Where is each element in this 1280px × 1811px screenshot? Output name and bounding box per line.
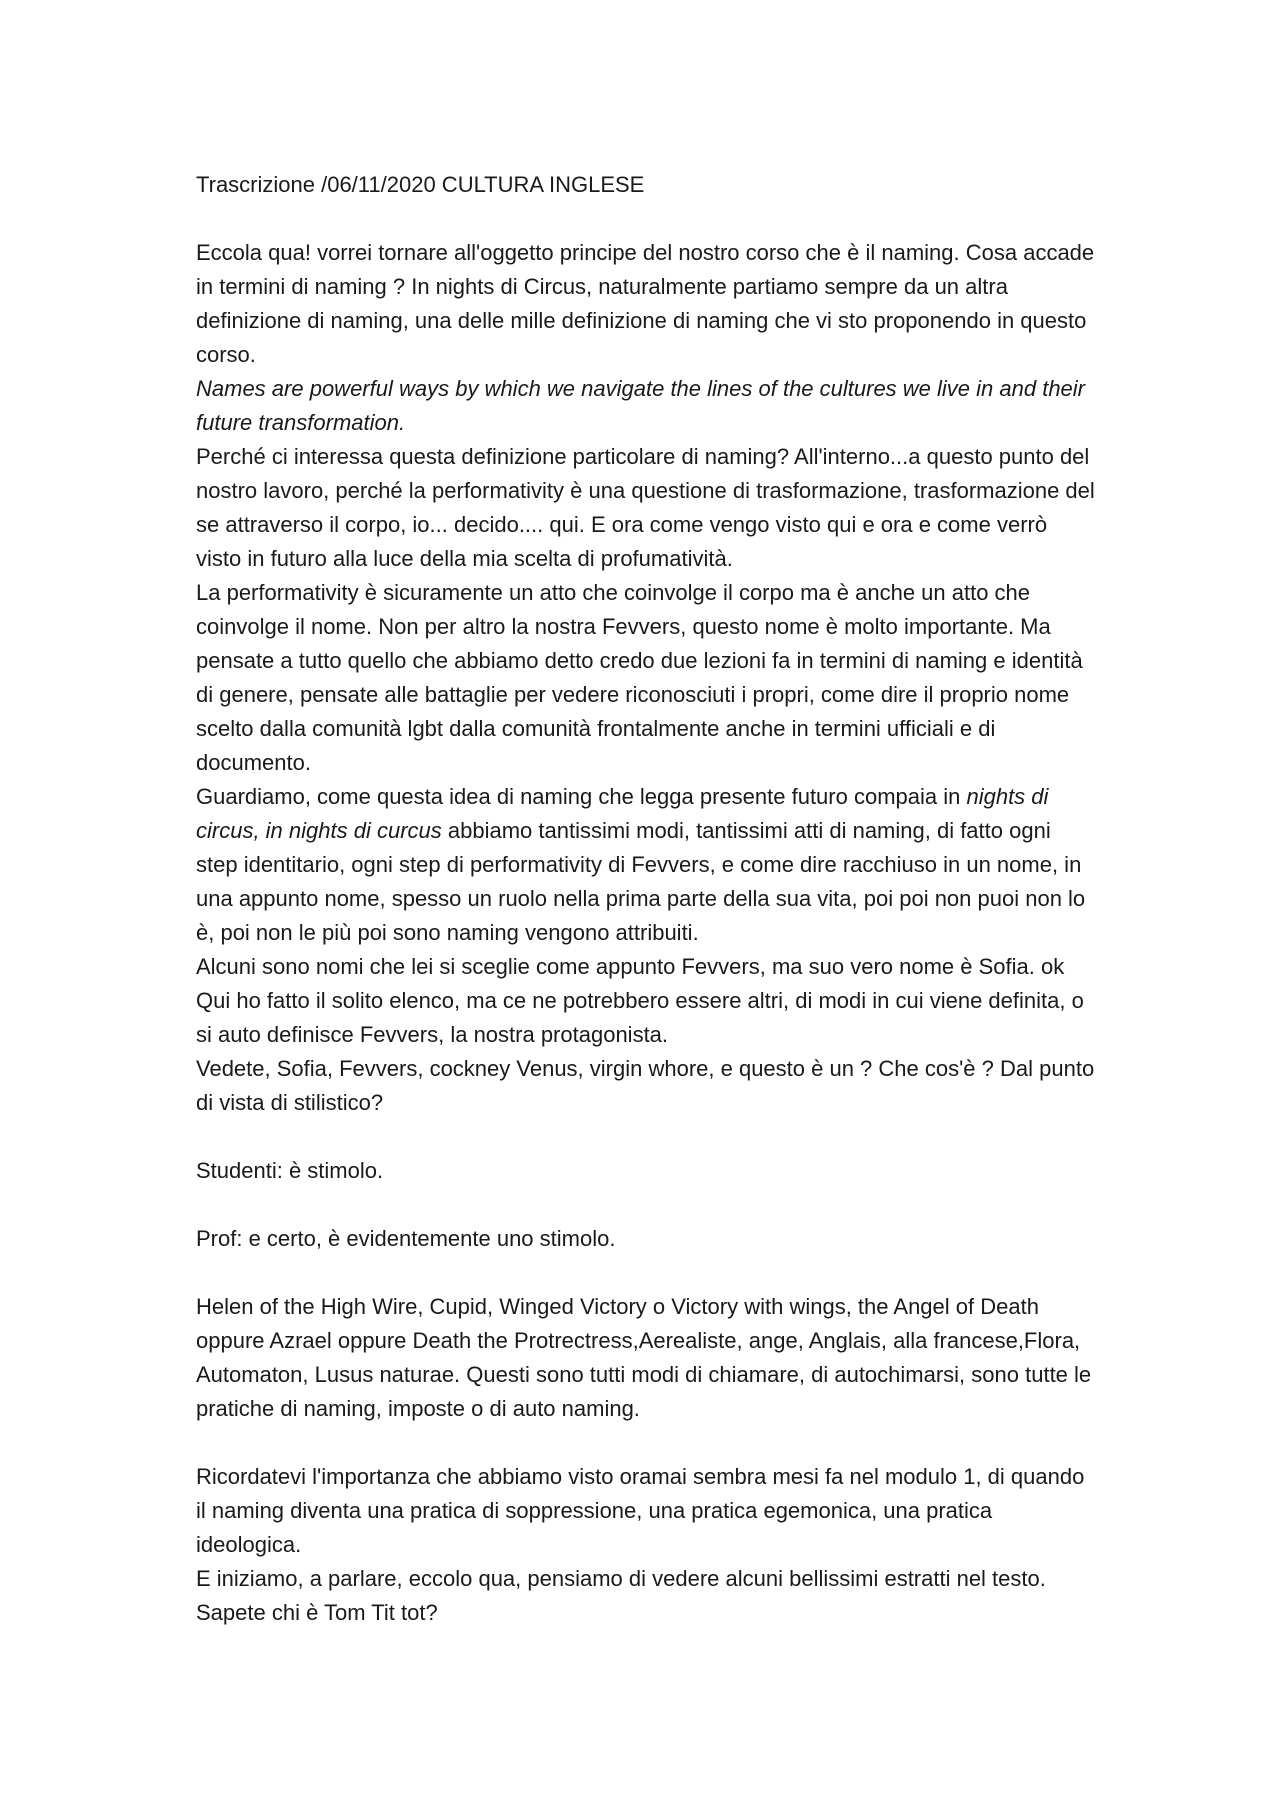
quote-definition [196,372,1096,440]
paragraph-nights-circus-italic: nights di circus, in nights di curcus [196,784,1049,843]
paragraph-sofia: Alcuni sono nomi che lei si sceglie come appunto Fevvers, ma suo vero nome è Sofia. ok Qui ho fatto il solito elenco, ma ce ne potrebbero essere altri, di modi in cui viene definita, o si auto definisce Fevvers, la nostra protagonista. [196,954,1084,1047]
paragraph-module-1: Ricordatevi l'importanza che abbiamo visto oramai sembra mesi fa nel modulo 1, di quando il naming diventa una pratica di soppressione, una pratica egemonica, una pratica ideologica. [196,1464,1085,1557]
students-line: Studenti: è stimolo. [196,1158,384,1183]
prof-line: Prof: e certo, è evidentemente uno stimolo. [196,1226,616,1251]
paragraph-intro: Eccola qua! vorrei tornare all'oggetto principe del nostro corso che è il naming. Cosa accade in termini di naming ? In nights di Circus, naturalmente partiamo sempre da un altra definizione di naming, una delle mille definizione di naming che vi sto proponendo in questo corso. [196,240,1095,367]
paragraph-name-body: La performativity è sicuramente un atto che coinvolge il corpo ma è anche un atto che coinvolge il nome. Non per altro la nostra Fevvers, questo nome è molto importante. Ma pensate a tutto quello che abbiamo detto credo due lezioni fa in termini di naming e identità di genere, pensate alle battaglie per vedere riconosciuti i propri, come dire il proprio nome scelto dalla comunità lgbt dalla comunità frontalmente anche in termini ufficiali e di documento. [196,580,1083,775]
document-page [196,168,1096,1630]
paragraph-question: Vedete, Sofia, Fevvers, cockney Venus, virgin whore, e questo è un ? Che cos'è ? Dal punto di vista di stilistico? [196,1056,1095,1115]
paragraph-nights-circus-end: abbiamo tantissimi modi, tantissimi atti di naming, di fatto ogni step identitario, ogni step di performativity di Fevvers, e come dire racchiuso in un nome, in una appunto nome, spesso un ruolo nella prima parte della sua vita, poi poi non puoi non lo è, poi non le più poi sono naming vengono attribuiti. [196,818,1086,945]
paragraph-tom-tit-tot: E iniziamo, a parlare, eccolo qua, pensiamo di vedere alcuni bellissimi estratti nel testo. Sapete chi è Tom Tit tot? [196,1566,1046,1625]
paragraph-nights-circus-start: Guardiamo, come questa idea di naming che legga presente futuro compaia in [196,784,967,809]
document-title: Trascrizione /06/11/2020 CULTURA INGLESE [196,172,645,197]
paragraph-performativity: Perché ci interessa questa definizione particolare di naming? All'interno...a questo punto del nostro lavoro, perché la performativity è una questione di trasformazione, trasformazione del se attraverso il corpo, io... decido.... qui. E ora come vengo visto qui e ora e come verrò visto in futuro alla luce della mia scelta di profumatività. [196,444,1095,571]
paragraph-nights-circus [196,780,1096,950]
quote-text: Names are powerful ways by which we navigate the lines of the cultures we live in and their future transformation. [196,376,1086,435]
paragraph-names-list: Helen of the High Wire, Cupid, Winged Victory o Victory with wings, the Angel of Death oppure Azrael oppure Death the Protrectress,Aerealiste, ange, Anglais, alla francese,Flora, Automaton, Lusus naturae. Questi sono tutti modi di chiamare, di autochimarsi, sono tutte le pratiche di naming, imposte o di auto naming. [196,1294,1092,1421]
